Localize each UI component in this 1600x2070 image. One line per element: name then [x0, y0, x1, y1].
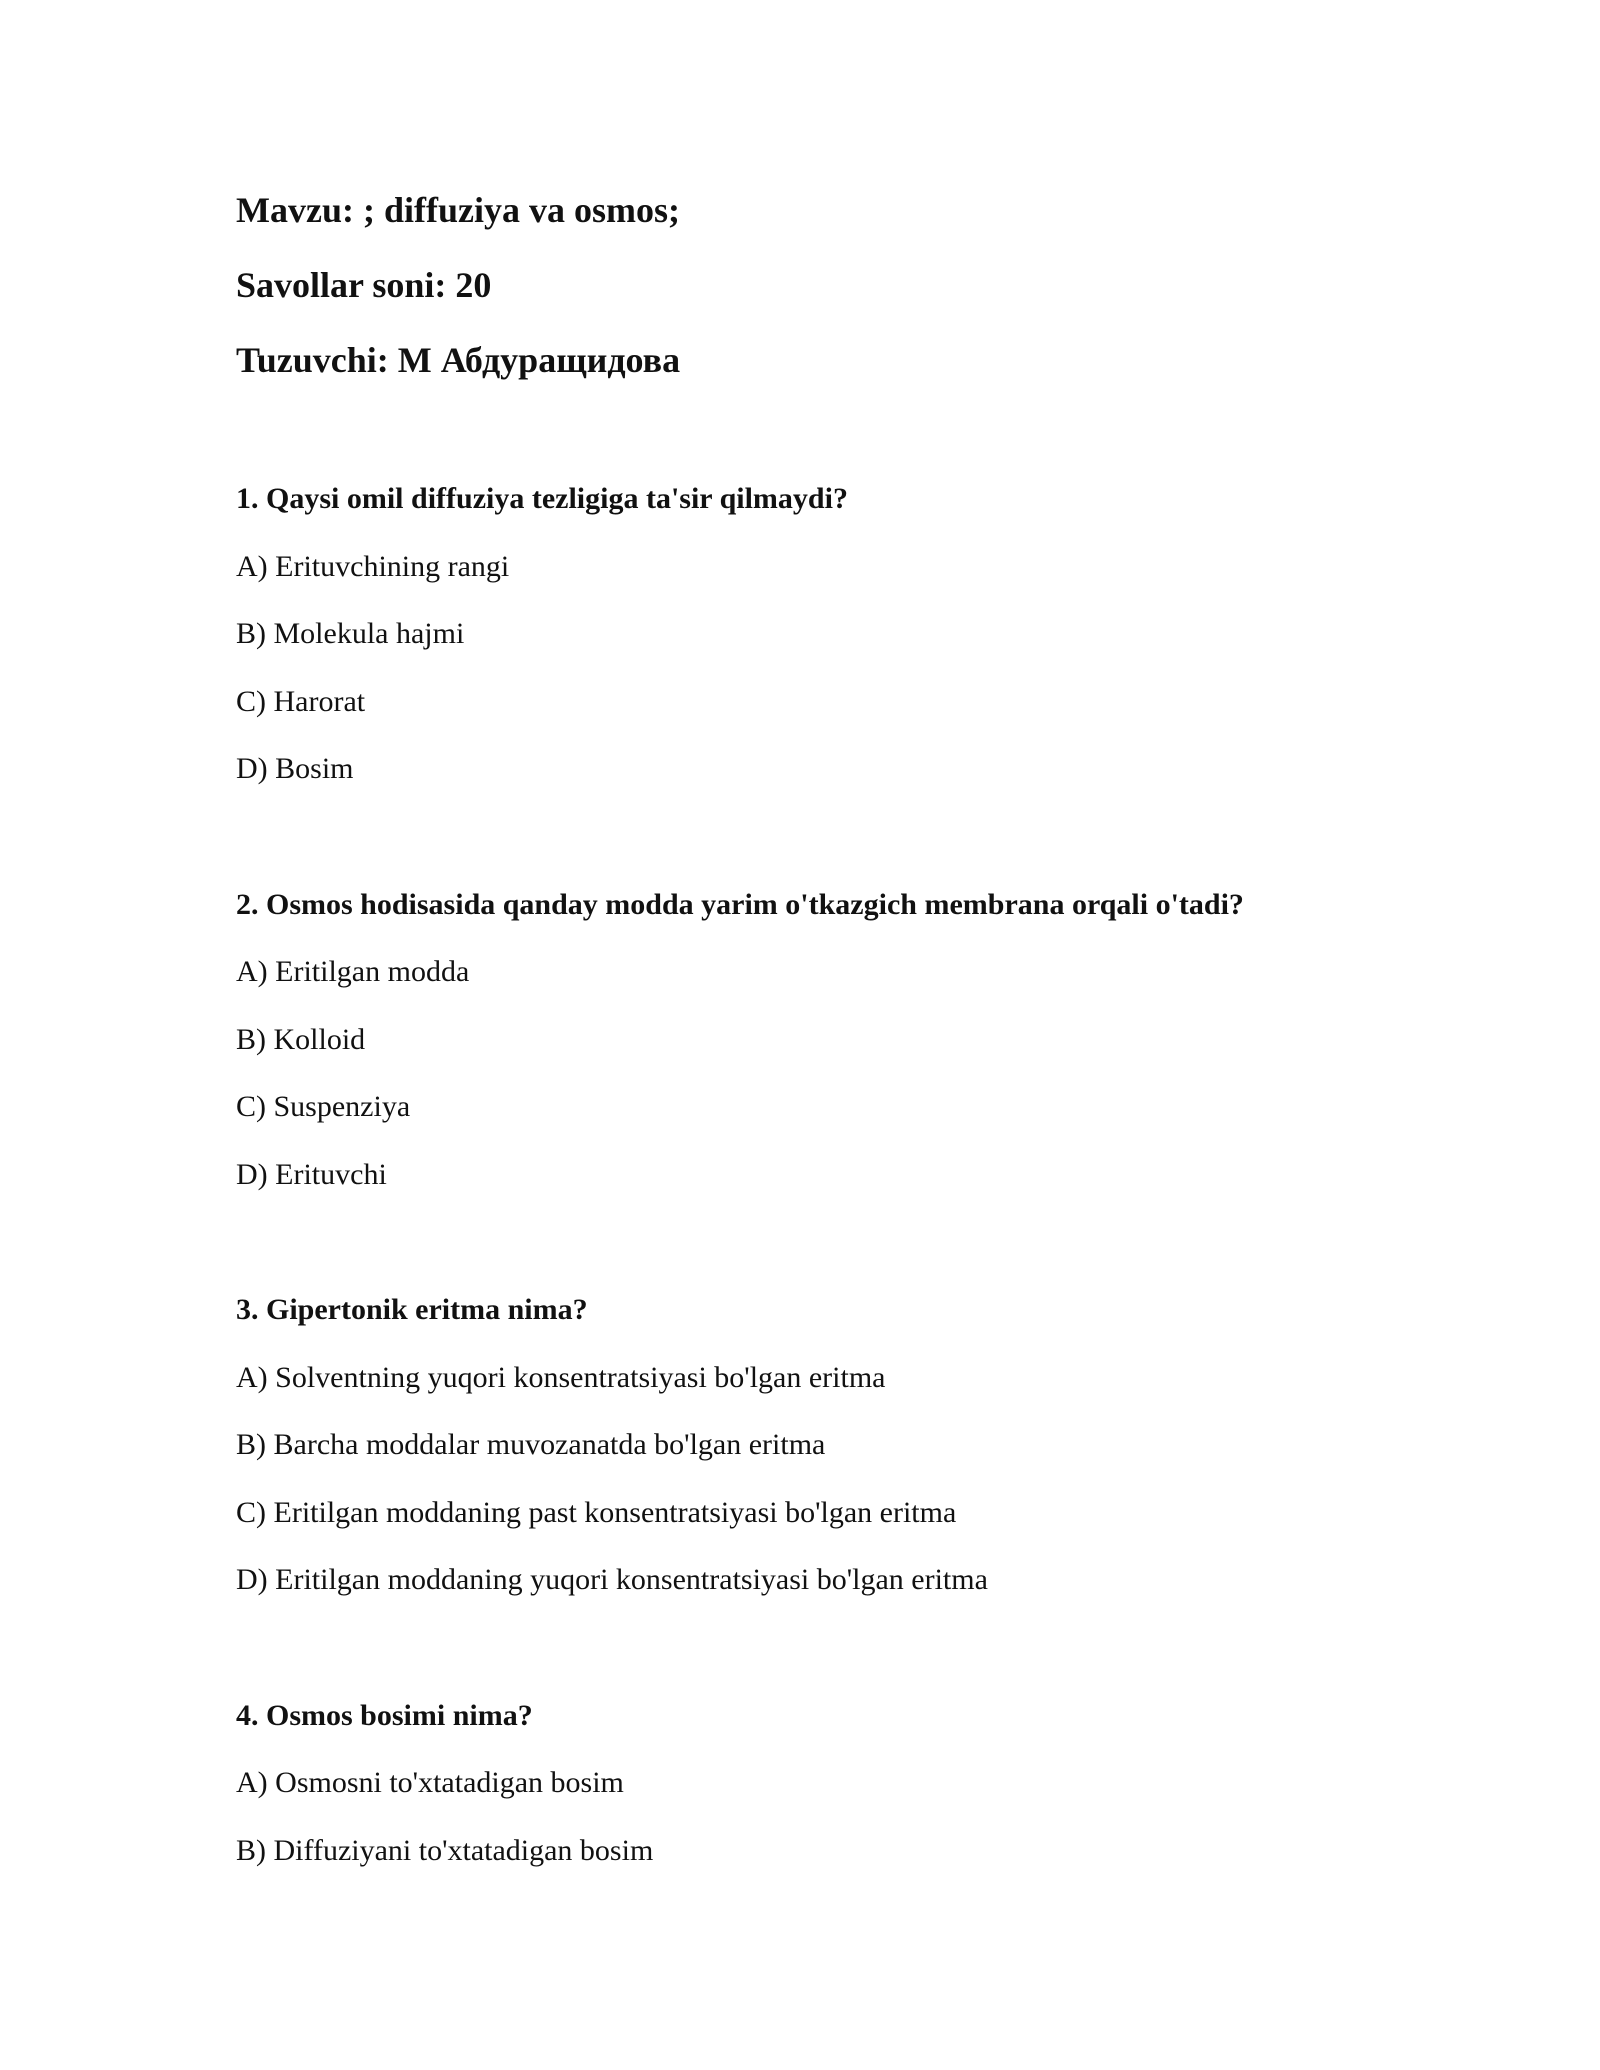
question-1-option-a: A) Erituvchining rangi: [236, 550, 510, 583]
author-heading: Tuzuvchi: М Абдуращидова: [236, 340, 681, 380]
question-1-option-d: D) Bosim: [236, 752, 354, 785]
question-3-option-c: C) Eritilgan moddaning past konsentratsiyasi bo'lgan eritma: [236, 1496, 957, 1529]
question-1-text: 1. Qaysi omil diffuziya tezligiga ta'sir qilmaydi?: [236, 482, 848, 515]
question-2-option-c: C) Suspenziya: [236, 1090, 411, 1123]
question-2-option-a: A) Eritilgan modda: [236, 955, 470, 988]
question-1-option-c: C) Harorat: [236, 685, 366, 718]
question-2-text: 2. Osmos hodisasida qanday modda yarim o'tkazgich membrana orqali o'tadi?: [236, 888, 1244, 921]
question-4-option-a: A) Osmosni to'xtatadigan bosim: [236, 1766, 624, 1799]
question-3-option-d: D) Eritilgan moddaning yuqori konsentratsiyasi bo'lgan eritma: [236, 1563, 988, 1596]
question-3-option-a: A) Solventning yuqori konsentratsiyasi bo'lgan eritma: [236, 1361, 886, 1394]
question-3-text: 3. Gipertonik eritma nima?: [236, 1293, 588, 1326]
question-1-option-b: B) Molekula hajmi: [236, 617, 465, 650]
question-count-heading: Savollar soni: 20: [236, 265, 492, 305]
question-4-text: 4. Osmos bosimi nima?: [236, 1699, 533, 1732]
question-2-option-b: B) Kolloid: [236, 1023, 366, 1056]
question-2-option-d: D) Erituvchi: [236, 1158, 387, 1191]
question-3-option-b: B) Barcha moddalar muvozanatda bo'lgan eritma: [236, 1428, 826, 1461]
question-4-option-b: B) Diffuziyani to'xtatadigan bosim: [236, 1834, 654, 1867]
topic-heading: Mavzu: ; diffuziya va osmos;: [236, 190, 680, 230]
